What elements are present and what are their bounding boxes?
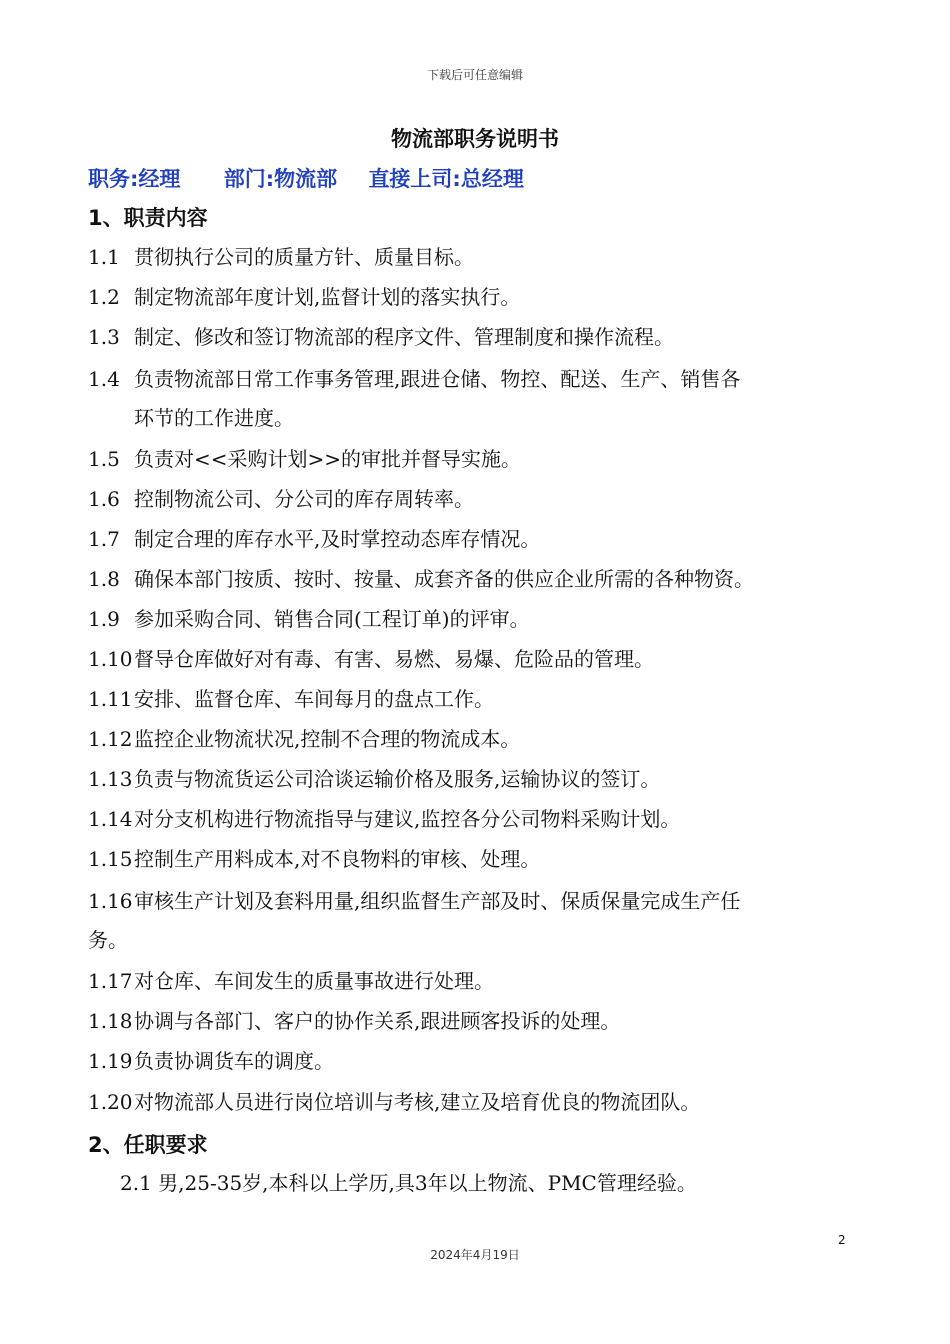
list-item: 1.13负责与物流货运公司洽谈运输价格及服务,运输协议的签订。	[88, 767, 661, 791]
page-number: 2	[838, 1233, 846, 1247]
list-item: 1.7 制定合理的库存水平,及时掌控动态库存情况。	[88, 527, 541, 551]
list-item: 1.16审核生产计划及套料用量,组织监督生产部及时、保质保量完成生产任	[88, 889, 741, 913]
position-info	[88, 163, 524, 193]
list-item: 1.2 制定物流部年度计划,监督计划的落实执行。	[88, 285, 521, 309]
list-item: 1.4 负责物流部日常工作事务管理,跟进仓储、物控、配送、生产、销售各	[88, 367, 741, 391]
document-title: 物流部职务说明书	[391, 127, 559, 151]
list-item: 1.14对分支机构进行物流指导与建议,监控各分公司物料采购计划。	[88, 807, 681, 831]
list-item: 1.9 参加采购合同、销售合同(工程订单)的评审。	[88, 607, 530, 631]
header-note: 下载后可任意编辑	[426, 68, 523, 82]
list-item: 1.5 负责对<<采购计划>>的审批并督导实施。	[88, 447, 522, 471]
list-item-continuation: 环节的工作进度。	[134, 406, 294, 430]
list-item: 1.3 制定、修改和签订物流部的程序文件、管理制度和操作流程。	[88, 325, 674, 349]
list-item-continuation: 务。	[88, 928, 128, 952]
list-item: 1.15控制生产用料成本,对不良物料的审核、处理。	[88, 847, 541, 871]
section-heading-duties: 1、职责内容	[88, 206, 208, 230]
list-item: 1.11安排、监督仓库、车间每月的盘点工作。	[88, 687, 494, 711]
list-item: 1.18协调与各部门、客户的协作关系,跟进顾客投诉的处理。	[88, 1009, 621, 1033]
list-item: 1.8 确保本部门按质、按时、按量、成套齐备的供应企业所需的各种物资。	[88, 567, 754, 591]
list-item: 1.10督导仓库做好对有毒、有害、易燃、易爆、危险品的管理。	[88, 647, 654, 671]
list-item: 1.19负责协调货车的调度。	[88, 1049, 334, 1073]
list-item: 1.6 控制物流公司、分公司的库存周转率。	[88, 487, 474, 511]
list-item: 1.17对仓库、车间发生的质量事故进行处理。	[88, 969, 494, 993]
department-label: 部门:物流部	[223, 167, 338, 191]
requirement-item: 2.1 男,25-35岁,本科以上学历,具3年以上物流、PMC管理经验。	[120, 1171, 697, 1195]
list-item: 1.12监控企业物流状况,控制不合理的物流成本。	[88, 727, 521, 751]
footer-date: 2024年4月19日	[430, 1248, 520, 1262]
section-heading-requirements: 2、任职要求	[88, 1133, 208, 1157]
supervisor-label: 直接上司:总经理	[368, 167, 524, 191]
list-item: 1.20对物流部人员进行岗位培训与考核,建立及培育优良的物流团队。	[88, 1090, 701, 1114]
list-item: 1.1 贯彻执行公司的质量方针、质量目标。	[88, 245, 474, 269]
position-label: 职务:经理	[88, 167, 181, 191]
